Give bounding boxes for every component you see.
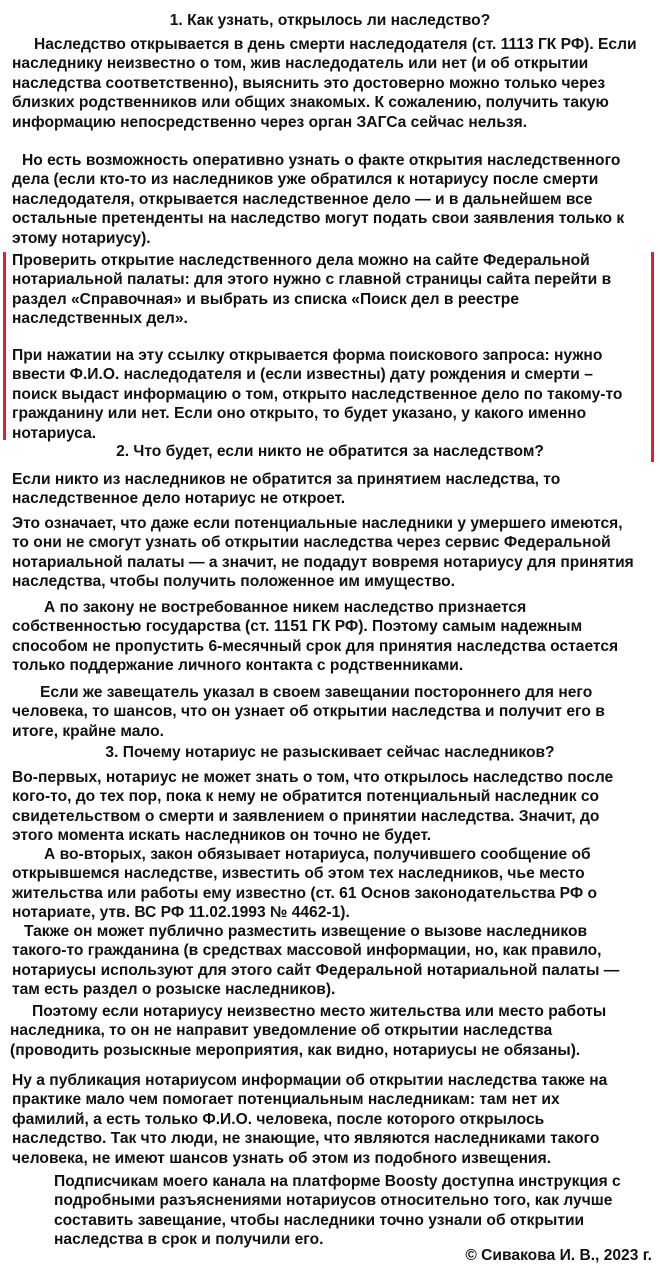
- section-2-heading: 2. Что будет, если никто не обратится за наследством?: [116, 443, 544, 460]
- highlight-right-bar: [651, 252, 654, 462]
- section-3-paragraph-4: Поэтому если нотариусу неизвестно место жительства или место работы наследника, то он не направит уведомление об открытии наследства (проводить розыскные мероприятия, как видно, нотариусы не обязаны).: [10, 1003, 607, 1059]
- section-3-paragraph-1: Во-первых, нотариус не может знать о том, что открылось наследство после кого-то, до тех пор, пока к нему не обратится потенциальный наследник со свидетельством о смерти и заявлением о принятии наследства. Значит, до этого момента искать наследников он точно не будет.: [12, 769, 614, 845]
- highlight-paragraph-2: При нажатии на эту ссылку открывается форма поискового запроса: нужно ввести Ф.И.О. наследодателя и (если известны) дату рождения и смерти – поиск выдаст информацию о том, открыто наследственное дело по такому-то гражданину или нет. Если оно открыто, то будет указано, у какого именно нотариуса.: [12, 347, 623, 442]
- section-2-paragraph-2: Это означает, что даже если потенциальные наследники у умершего имеются, то они не смогут узнать об открытии наследства через сервис Федеральной нотариальной палаты — а значит, не подадут вовремя нотариусу для принятия наследства, чтобы получить положенное им имущество.: [12, 515, 634, 591]
- copyright-signature: © Сивакова И. В., 2023 г.: [465, 1246, 652, 1264]
- highlight-paragraph-1: Проверить открытие наследственного дела можно на сайте Федеральной нотариальной палаты: для этого нужно с главной страницы сайта перейти в раздел «Справочная» и выбрать из списка «Поиск дел в реестре наследственных дел».: [12, 252, 612, 328]
- section-3-paragraph-5: Ну а публикация нотариусом информации об открытии наследства также на практике мало чем помогает потенциальным наследникам: там нет их фамилий, а есть только Ф.И.О. человека, после которого открылось наследство. Так что люди, не знающие, что являются наследниками такого человека, не имеют шансов узнать об этом из подобного извещения.: [12, 1072, 608, 1167]
- section-3-paragraph-3: Также он может публично разместить извещение о вызове наследников такого-то гражданина (в средствах массовой информации, но, как правило, нотариусы используют для этого сайт Федеральной нотариальной палаты — там есть раздел о розыске наследников).: [12, 923, 620, 999]
- section-1-paragraph-2: Но есть возможность оперативно узнать о факте открытия наследственного дела (если кто-то из наследников уже обратился к нотариусу после смерти наследодателя, открывается наследственное дело — и в дальнейшем все остальные претенденты на наследство могут подать свои заявления только к этому нотариусу).: [12, 152, 625, 247]
- section-2-paragraph-3: А по закону не востребованное никем наследство признается собственностью государства (ст. 1151 ГК РФ). Поэтому самым надежным способом не пропустить 6-месячный срок для принятия наследства остается только поддержание личного контакта с родственниками.: [12, 599, 619, 675]
- highlight-left-bar: [3, 252, 6, 440]
- section-1-paragraph-1: Наследство открывается в день смерти наследодателя (ст. 1113 ГК РФ). Если наследнику неизвестно о том, жив наследодатель или нет (и об открытии наследства соответственно), выяснить это достоверно можно только через близких родственников или общих знакомых. К сожалению, получить такую информацию непосредственно через орган ЗАГСа сейчас нельзя.: [12, 36, 637, 131]
- section-2-paragraph-1: Если никто из наследников не обратится за принятием наследства, то наследственное дело нотариус не откроет.: [12, 471, 561, 508]
- section-2-paragraph-4: Если же завещатель указал в своем завещании постороннего для него человека, то шансов, что он узнает об открытии наследства и получит его в итоге, крайне мало.: [12, 684, 605, 740]
- section-3-heading: 3. Почему нотариус не разыскивает сейчас наследников?: [105, 744, 555, 761]
- section-3-paragraph-2: А во-вторых, закон обязывает нотариуса, получившего сообщение об открывшемся наследстве, известить об этом тех наследников, чье место жительства или работы ему известно (ст. 61 Основ законодательства РФ о нотариате, утв. ВС РФ 11.02.1993 № 4462-1).: [12, 846, 598, 922]
- boosty-note-paragraph: Подписчикам моего канала на платформе Boosty доступна инструкция с подробными разъяснениями нотариусов относительно того, как лучше составить завещание, чтобы наследники точно узнали об открытии наследства в срок и получили его.: [54, 1173, 621, 1249]
- section-1-heading: 1. Как узнать, открылось ли наследство?: [169, 12, 491, 29]
